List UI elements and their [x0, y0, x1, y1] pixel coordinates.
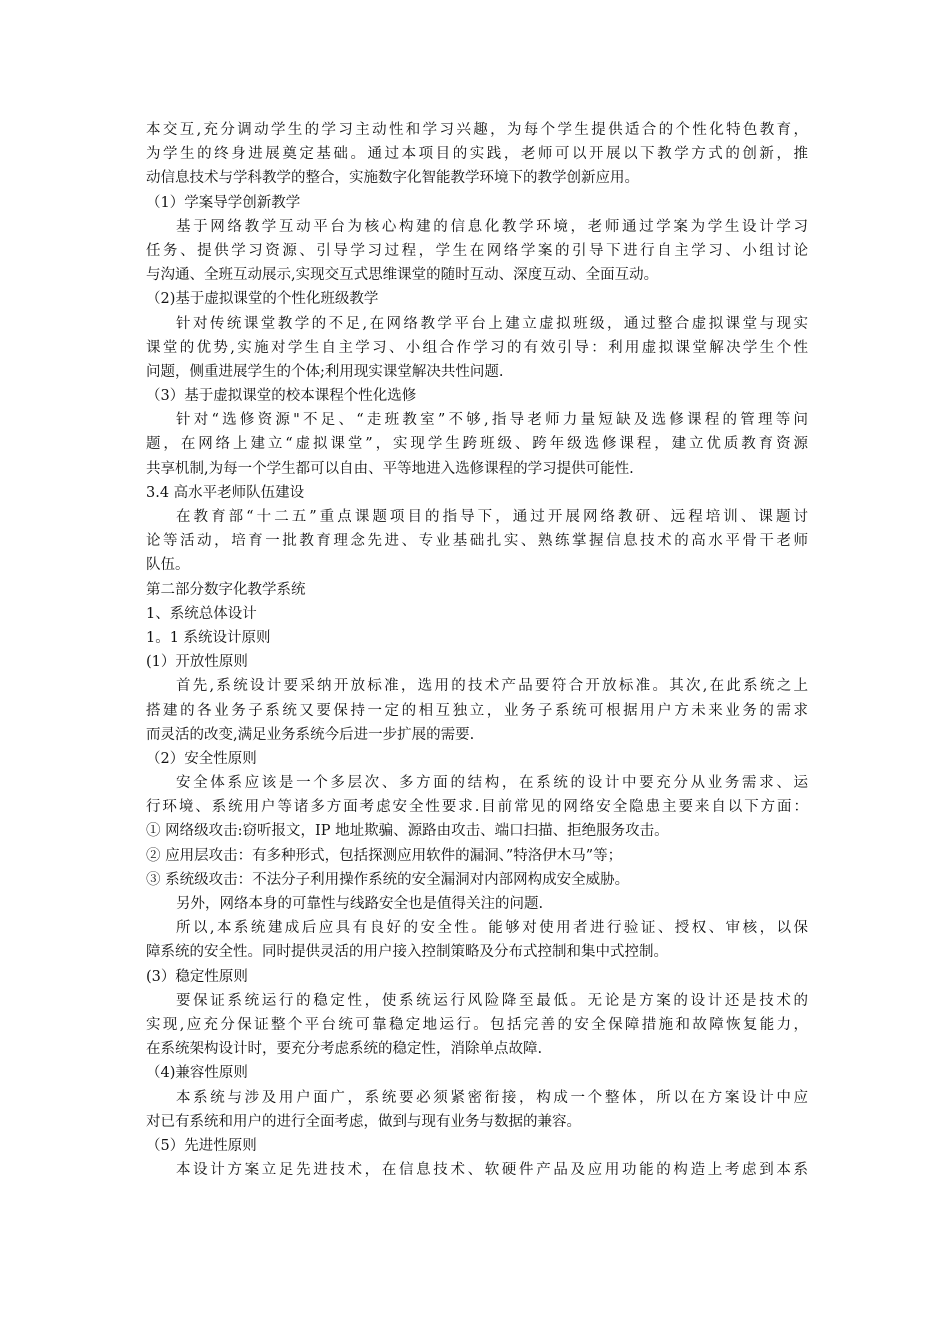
- text-line: 3.4 高水平老师队伍建设: [146, 484, 305, 501]
- text-line: 本交互,充分调动学生的学习主动性和学习兴趣，为每个学生提供适合的个性化特色教育，: [146, 122, 808, 138]
- text-line: 题，在网络上建立“虚拟课堂”，实现学生跨班级、跨年级选修课程，建立优质教育资源: [146, 436, 808, 453]
- text-line: 所以,本系统建成后应具有良好的安全性。能够对使用者进行验证、授权、审核，以保: [176, 920, 808, 937]
- text-line: ② 应用层攻击：有多种形式，包括探测应用软件的漏洞、”特洛伊木马”等；: [146, 847, 623, 864]
- text-line: （1）学案导学创新教学: [146, 194, 301, 211]
- text-line: 动信息技术与学科教学的整合，实施数字化智能教学环境下的教学创新应用。: [146, 170, 639, 187]
- text-line: 而灵活的改变,满足业务系统今后进一步扩展的需要.: [146, 726, 475, 743]
- text-line: (1）开放性原则: [146, 654, 248, 671]
- document-page: [146, 118, 808, 1182]
- text-line: 本系统与涉及用户面广，系统要必须紧密衔接，构成一个整体，所以在方案设计中应: [176, 1089, 808, 1106]
- text-line: 要保证系统运行的稳定性，使系统运行风险降至最低。无论是方案的设计还是技术的: [176, 992, 808, 1009]
- text-line: （2)基于虚拟课堂的个性化班级教学: [146, 291, 379, 308]
- text-line: （4)兼容性原则: [146, 1065, 248, 1082]
- text-line: 与沟通、全班互动展示,实现交互式思维课堂的随时互动、深度互动、全面互动。: [146, 267, 659, 284]
- text-line: ③ 系统级攻击：不法分子利用操作系统的安全漏洞对内部网构成安全威胁。: [146, 871, 630, 888]
- text-line: 1、系统总体设计: [146, 605, 257, 622]
- text-line: ① 网络级攻击:窃听报文，IP 地址欺骗、源路由攻击、端口扫描、拒绝服务攻击。: [146, 823, 669, 840]
- text-line: 针对“选修资源"不足、“走班教室”不够,指导老师力量短缺及选修课程的管理等问: [176, 412, 808, 429]
- text-line: 在教育部“十二五”重点课题项目的指导下，通过开展网络教研、远程培训、课题讨: [176, 509, 808, 525]
- text-line: 论等活动，培育一批教育理念先进、专业基础扎实、熟练掌握信息技术的高水平骨干老师: [146, 533, 808, 550]
- text-line: 障系统的安全性。同时提供灵活的用户接入控制策略及分布式控制和集中式控制。: [146, 944, 668, 961]
- text-line: （3）基于虚拟课堂的校本课程个性化选修: [146, 388, 417, 405]
- text-line: 课堂的优势,实施对学生自主学习、小组合作学习的有效引导：利用虚拟课堂解决学生个性: [146, 339, 808, 356]
- text-line: 任务、提供学习资源、引导学习过程，学生在网络学案的引导下进行自主学习、小组讨论: [146, 242, 808, 259]
- text-line: 对已有系统和用户的进行全面考虑，做到与现有业务与数据的兼容。: [146, 1113, 581, 1130]
- text-line: 第二部分数字化教学系统: [146, 581, 306, 598]
- text-line: 行环境、系统用户等诸多方面考虑安全性要求.目前常见的网络安全隐患主要来自以下方面：: [146, 799, 808, 816]
- text-line: 为学生的终身进展奠定基础。通过本项目的实践，老师可以开展以下教学方式的创新，推: [146, 146, 808, 163]
- text-line: 基于网络教学互动平台为核心构建的信息化教学环境，老师通过学案为学生设计学习: [176, 218, 808, 235]
- text-line: 问题，侧重进展学生的个体;利用现实课堂解决共性问题.: [146, 363, 504, 380]
- text-line: （2）安全性原则: [146, 750, 257, 767]
- text-line: 安全体系应该是一个多层次、多方面的结构，在系统的设计中要充分从业务需求、运: [176, 775, 808, 792]
- text-line: 搭建的各业务子系统又要保持一定的相互独立，业务子系统可根据用户方未来业务的需求: [146, 702, 808, 719]
- text-line: 1。1 系统设计原则: [146, 629, 271, 646]
- text-line: 另外，网络本身的可靠性与线路安全也是值得关注的问题.: [176, 896, 544, 912]
- text-line: 首先,系统设计要采纳开放标准，选用的技术产品要符合开放标准。其次,在此系统之上: [176, 678, 808, 695]
- text-line: 实现,应充分保证整个平台统可靠稳定地运行。包括完善的安全保障措施和故障恢复能力，: [146, 1016, 808, 1033]
- text-line: （5）先进性原则: [146, 1137, 257, 1154]
- text-line: (3）稳定性原则: [146, 968, 248, 985]
- text-line: 在系统架构设计时，要充分考虑系统的稳定性，消除单点故障.: [146, 1041, 543, 1058]
- text-line: 队伍。: [146, 557, 190, 574]
- text-line: 针对传统课堂教学的不足,在网络教学平台上建立虚拟班级，通过整合虚拟课堂与现实: [176, 315, 808, 332]
- text-line: 本设计方案立足先进技术，在信息技术、软硬件产品及应用功能的构造上考虑到本系: [176, 1162, 808, 1179]
- text-line: 共享机制,为每一个学生都可以自由、平等地进入选修课程的学习提供可能性.: [146, 460, 634, 477]
